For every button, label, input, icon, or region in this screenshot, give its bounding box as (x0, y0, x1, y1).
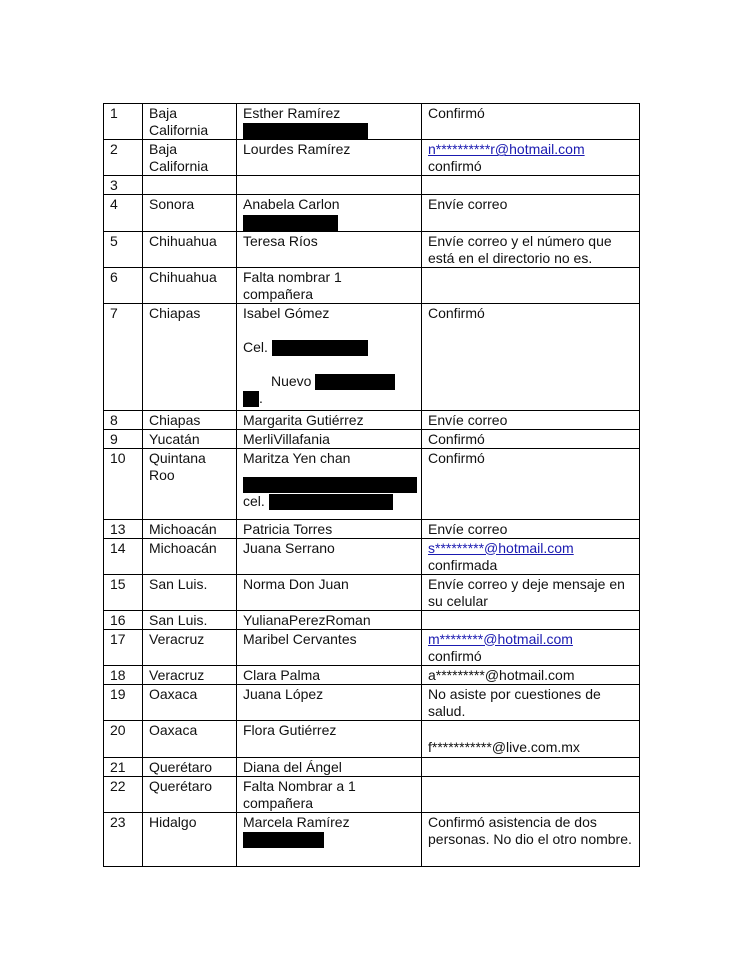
table-row (104, 429, 640, 448)
name-cell: MerliVillafania (237, 429, 422, 448)
row-number: 6 (104, 267, 143, 303)
row-number: 5 (104, 231, 143, 267)
table-row (104, 410, 640, 429)
redaction-block (243, 123, 368, 139)
table-row (104, 519, 640, 538)
contact-table (103, 103, 640, 867)
state-cell: Chihuahua (143, 267, 237, 303)
state-cell: Chiapas (143, 410, 237, 429)
new-phone-line (243, 373, 415, 390)
name-cell: Teresa Ríos (237, 231, 422, 267)
table-row (104, 776, 640, 812)
row-number: 8 (104, 410, 143, 429)
name-cell (237, 812, 422, 866)
state-cell: Michoacán (143, 519, 237, 538)
row-number: 1 (104, 104, 143, 140)
redaction-block (269, 494, 393, 510)
name-cell (237, 176, 422, 195)
name-cell: Margarita Gutiérrez (237, 410, 422, 429)
redaction-block (272, 340, 368, 356)
status-cell: Confirmó (422, 303, 640, 410)
row-number: 15 (104, 574, 143, 610)
state-cell: San Luis. (143, 610, 237, 629)
email-link[interactable]: s*********@hotmail.com (428, 539, 574, 556)
status-cell: Envíe correo y deje mensaje en su celular (422, 574, 640, 610)
table-row (104, 757, 640, 776)
table-row (104, 665, 640, 684)
row-number: 4 (104, 195, 143, 231)
row-number: 13 (104, 519, 143, 538)
row-number: 22 (104, 776, 143, 812)
name-cell: Maribel Cervantes (237, 629, 422, 665)
name-cell (237, 303, 422, 410)
table-row (104, 231, 640, 267)
name-cell (237, 448, 422, 519)
name-cell: Juana Serrano (237, 538, 422, 574)
table-row (104, 610, 640, 629)
table-row (104, 538, 640, 574)
status-cell: No asiste por cuestiones de salud. (422, 684, 640, 720)
name-cell: Falta Nombrar a 1 compañera (237, 776, 422, 812)
state-cell: Hidalgo (143, 812, 237, 866)
new-phone-line-cont: . (243, 390, 415, 407)
table-row (104, 303, 640, 410)
email-link[interactable]: n**********r@hotmail.com (428, 141, 585, 158)
phone-line (243, 339, 415, 356)
status-cell: a*********@hotmail.com (422, 665, 640, 684)
state-cell: Querétaro (143, 757, 237, 776)
status-text: confirmó (428, 647, 482, 664)
table-row (104, 267, 640, 303)
cel-label: cel. (243, 492, 265, 509)
table-row (104, 448, 640, 519)
status-cell: Envíe correo (422, 519, 640, 538)
contact-name: Marcela Ramírez (243, 813, 350, 830)
table-row (104, 629, 640, 665)
name-cell: YulianaPerezRoman (237, 610, 422, 629)
state-cell: Chihuahua (143, 231, 237, 267)
name-cell: Lourdes Ramírez (237, 140, 422, 176)
status-cell (422, 610, 640, 629)
state-cell: Veracruz (143, 665, 237, 684)
table-row (104, 104, 640, 140)
row-number: 2 (104, 140, 143, 176)
status-cell (422, 538, 640, 574)
state-cell: Yucatán (143, 429, 237, 448)
row-number: 21 (104, 757, 143, 776)
status-cell (422, 776, 640, 812)
redaction-block (243, 391, 259, 407)
status-text: confirmó (428, 158, 482, 175)
cel-label: Cel. (243, 338, 268, 355)
status-cell: Confirmó (422, 104, 640, 140)
row-number: 18 (104, 665, 143, 684)
state-cell: Baja California (143, 140, 237, 176)
status-cell (422, 757, 640, 776)
table-row (104, 720, 640, 757)
row-number: 17 (104, 629, 143, 665)
row-number: 14 (104, 538, 143, 574)
phone-line (243, 493, 415, 510)
row-number: 9 (104, 429, 143, 448)
state-cell: Querétaro (143, 776, 237, 812)
table-row (104, 812, 640, 866)
name-cell (237, 104, 422, 140)
table-row (104, 176, 640, 195)
table-row (104, 684, 640, 720)
name-cell: Diana del Ángel (237, 757, 422, 776)
state-cell: Chiapas (143, 303, 237, 410)
status-cell: Confirmó (422, 429, 640, 448)
name-cell: Clara Palma (237, 665, 422, 684)
table-row (104, 140, 640, 176)
state-cell: Sonora (143, 195, 237, 231)
state-cell: Baja California (143, 104, 237, 140)
name-cell: Norma Don Juan (237, 574, 422, 610)
row-number: 16 (104, 610, 143, 629)
table-row (104, 574, 640, 610)
table-row (104, 195, 640, 231)
nuevo-label: Nuevo (271, 372, 312, 389)
state-cell: Oaxaca (143, 720, 237, 757)
state-cell: San Luis. (143, 574, 237, 610)
status-cell: Envíe correo y el número que está en el directorio no es. (422, 231, 640, 267)
status-cell: Confirmó asistencia de dos personas. No dio el otro nombre. (422, 812, 640, 866)
redaction-block (243, 832, 324, 848)
row-number: 7 (104, 303, 143, 410)
row-number: 23 (104, 812, 143, 866)
row-number: 19 (104, 684, 143, 720)
name-cell: Flora Gutiérrez (237, 720, 422, 757)
state-cell: Quintana Roo (143, 448, 237, 519)
state-cell: Oaxaca (143, 684, 237, 720)
contact-name: Maritza Yen chan (243, 449, 351, 466)
name-cell: Juana López (237, 684, 422, 720)
redaction-block (243, 477, 417, 493)
row-number: 10 (104, 448, 143, 519)
status-cell: Confirmó (422, 448, 640, 519)
email-text: f***********@live.com.mx (428, 738, 580, 755)
contact-name: Esther Ramírez (243, 105, 341, 121)
row-number: 20 (104, 720, 143, 757)
status-cell (422, 720, 640, 757)
row-number: 3 (104, 176, 143, 195)
redaction-block (243, 215, 338, 231)
status-cell (422, 176, 640, 195)
email-link[interactable]: m********@hotmail.com (428, 630, 573, 647)
status-text: confirmada (428, 556, 498, 573)
name-cell (237, 195, 422, 231)
status-cell (422, 267, 640, 303)
name-cell: Falta nombrar 1 compañera (237, 267, 422, 303)
state-cell (143, 176, 237, 195)
status-cell: Envíe correo (422, 410, 640, 429)
state-cell: Veracruz (143, 629, 237, 665)
redaction-block (315, 374, 395, 390)
status-cell (422, 140, 640, 176)
contact-name: Anabela Carlon (243, 196, 340, 213)
name-cell: Patricia Torres (237, 519, 422, 538)
status-cell: Envíe correo (422, 195, 640, 231)
contact-name: Isabel Gómez (243, 304, 330, 321)
status-cell (422, 629, 640, 665)
state-cell: Michoacán (143, 538, 237, 574)
